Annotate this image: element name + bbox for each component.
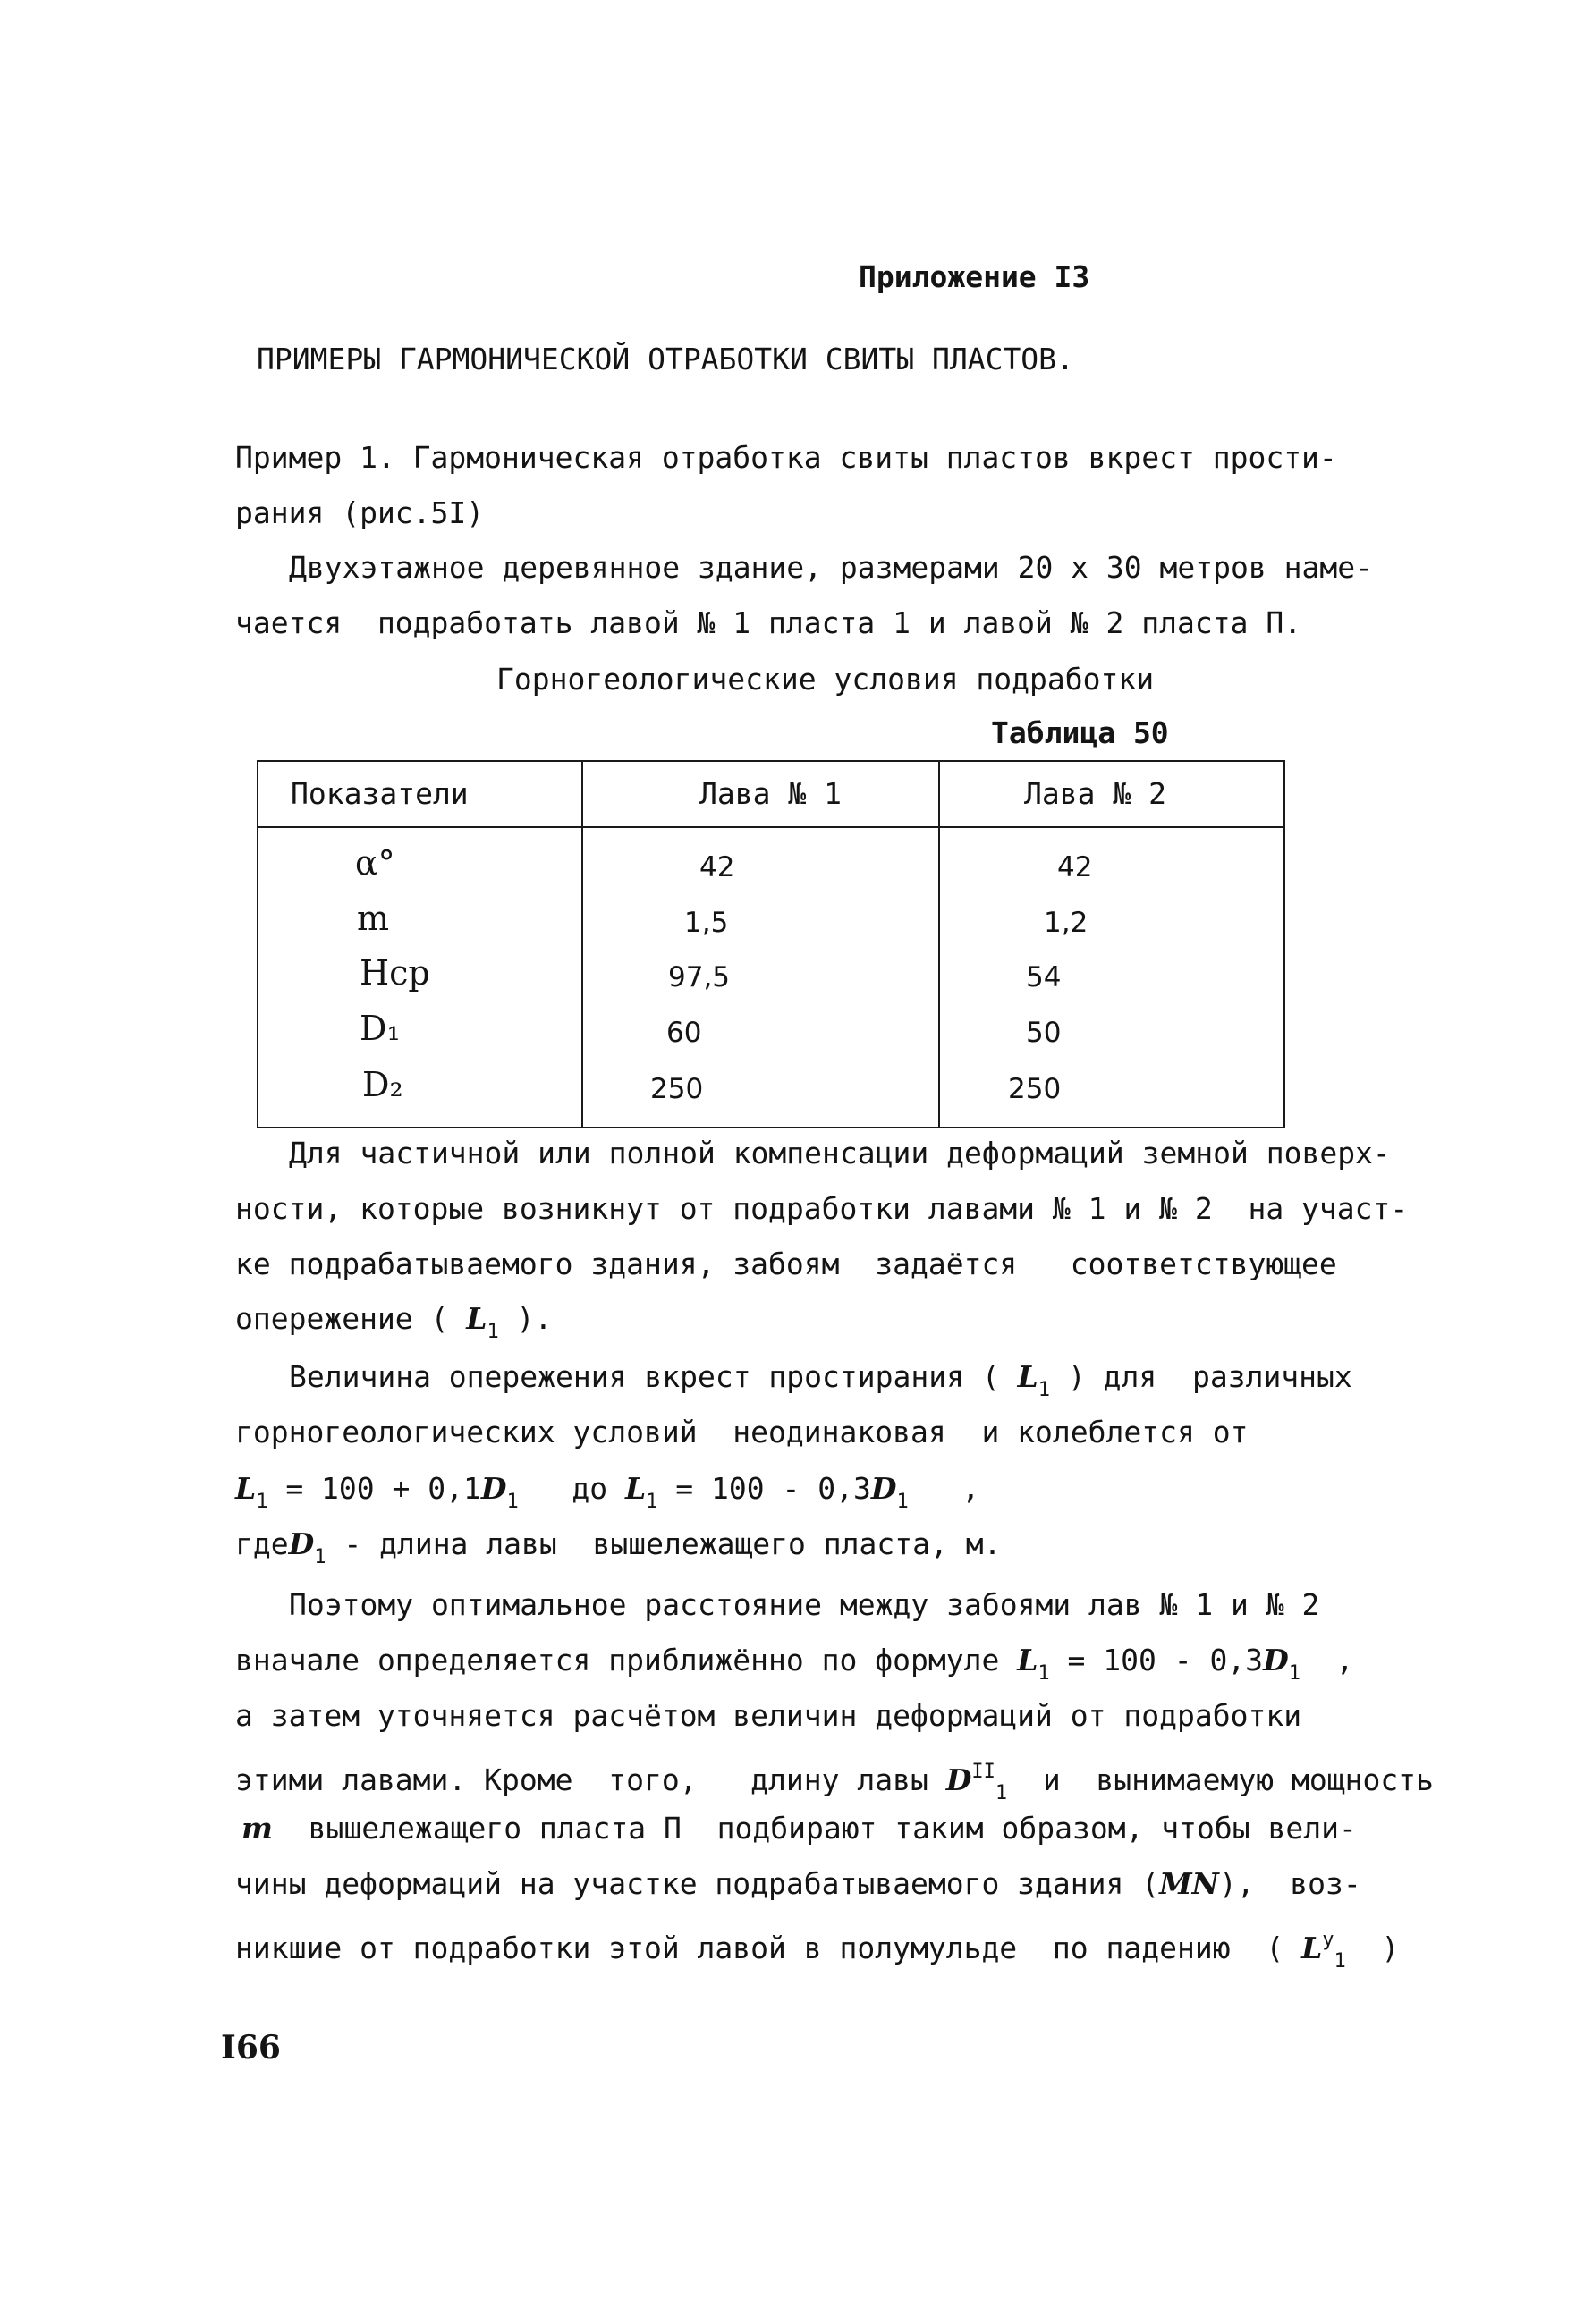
table-row-5-lava-2: 250	[1008, 1073, 1062, 1105]
symbol-l1: L	[1017, 1359, 1038, 1394]
paragraph-4-line-4: этими лавами. Кроме того, длину лавы $D^{II}_1$ и вынимаемую мощность	[235, 1761, 1434, 1804]
table-label: Таблица 50	[991, 715, 1169, 750]
table-row-2-lava-2: 1,2	[1044, 907, 1088, 939]
table-row-4-lava-1: 60	[666, 1017, 702, 1049]
paragraph-4-line-6: чины деформаций на участке подрабатываемого здания (MN), воз-	[235, 1866, 1361, 1901]
table-row-4-param: D₁	[360, 1009, 401, 1048]
appendix-label: Приложение I3	[859, 259, 1090, 294]
formula-line: $L_1 = 100 + 0,1D_1$ до $L_1 = 100 - 0,3D_1$ ,	[235, 1471, 980, 1513]
paragraph-4-line-2: вначале определяется приближённо по формуле $L_1 = 100 - 0,3D_1$ ,	[235, 1643, 1354, 1685]
table-row-1-lava-1: 42	[699, 851, 735, 883]
paragraph-3-line-2: горногеологических условий неодинаковая и колеблется от	[235, 1415, 1249, 1449]
example-title-line-1: Пример 1. Гармоническая отработка свиты пластов вкрест прости-	[235, 440, 1337, 475]
table-row-5-param: D₂	[362, 1065, 403, 1104]
page-number: I66	[221, 2029, 281, 2066]
paragraph-2-line-1: Для частичной или полной компенсации деформаций земной поверх-	[289, 1136, 1391, 1170]
table-row-2-param: m	[357, 899, 390, 938]
paragraph-1-line-2: чается подработать лавой № 1 пласта 1 и лавой № 2 пласта П.	[235, 605, 1302, 640]
where-line: гдеD$_1$ - длина лавы вышележащего пласта, м.	[235, 1526, 1002, 1568]
table-row-2-lava-1: 1,5	[684, 907, 729, 939]
table-row-3-param: Hср	[360, 953, 430, 993]
table-row-5-lava-1: 250	[650, 1073, 704, 1105]
table-row-3-lava-1: 97,5	[668, 961, 731, 993]
section-heading: ПРИМЕРЫ ГАРМОНИЧЕСКОЙ ОТРАБОТКИ СВИТЫ ПЛАСТОВ.	[257, 342, 1074, 376]
table-header-param: Показатели	[291, 776, 469, 811]
table-row-4-lava-2: 50	[1026, 1017, 1062, 1049]
paragraph-2-line-4: опережение ( $L_1$ ).	[235, 1301, 553, 1343]
paragraph-1-line-1: Двухэтажное деревянное здание, размерами 20 x 30 метров наме-	[289, 550, 1373, 585]
paragraph-2-line-2: ности, которые возникнут от подработки лавами № 1 и № 2 на участ-	[235, 1191, 1409, 1226]
table-row-3-lava-2: 54	[1026, 961, 1062, 993]
table-row-1-param: α°	[355, 843, 395, 883]
paragraph-4-line-3: а затем уточняется расчётом величин деформаций от подработки	[235, 1698, 1302, 1733]
paragraph-3-line-1: Величина опережения вкрест простирания ( $L_1$ ) для различных	[289, 1359, 1352, 1401]
table-caption: Горногеологические условия подработки	[496, 662, 1155, 697]
paragraph-4-line-1: Поэтому оптимальное расстояние между забоями лав № 1 и № 2	[289, 1587, 1320, 1622]
conditions-table	[257, 760, 1285, 1128]
example-title-line-2: рания (рис.5I)	[235, 495, 485, 530]
paragraph-2-line-3: ке подрабатываемого здания, забоям задаётся соответствующее	[235, 1247, 1337, 1281]
table-header-lava-1: Лава № 1	[699, 776, 842, 811]
table-row-1-lava-2: 42	[1057, 851, 1093, 883]
paragraph-4-line-7: никшие от подработки этой лавой в полумульде по падению ( $L^y_1$ )	[235, 1929, 1400, 1973]
symbol-l1: L	[466, 1301, 487, 1336]
table-header-lava-2: Лава № 2	[1024, 776, 1166, 811]
paragraph-4-line-5: m вышележащего пласта П подбирают таким образом, чтобы вели-	[241, 1811, 1357, 1846]
